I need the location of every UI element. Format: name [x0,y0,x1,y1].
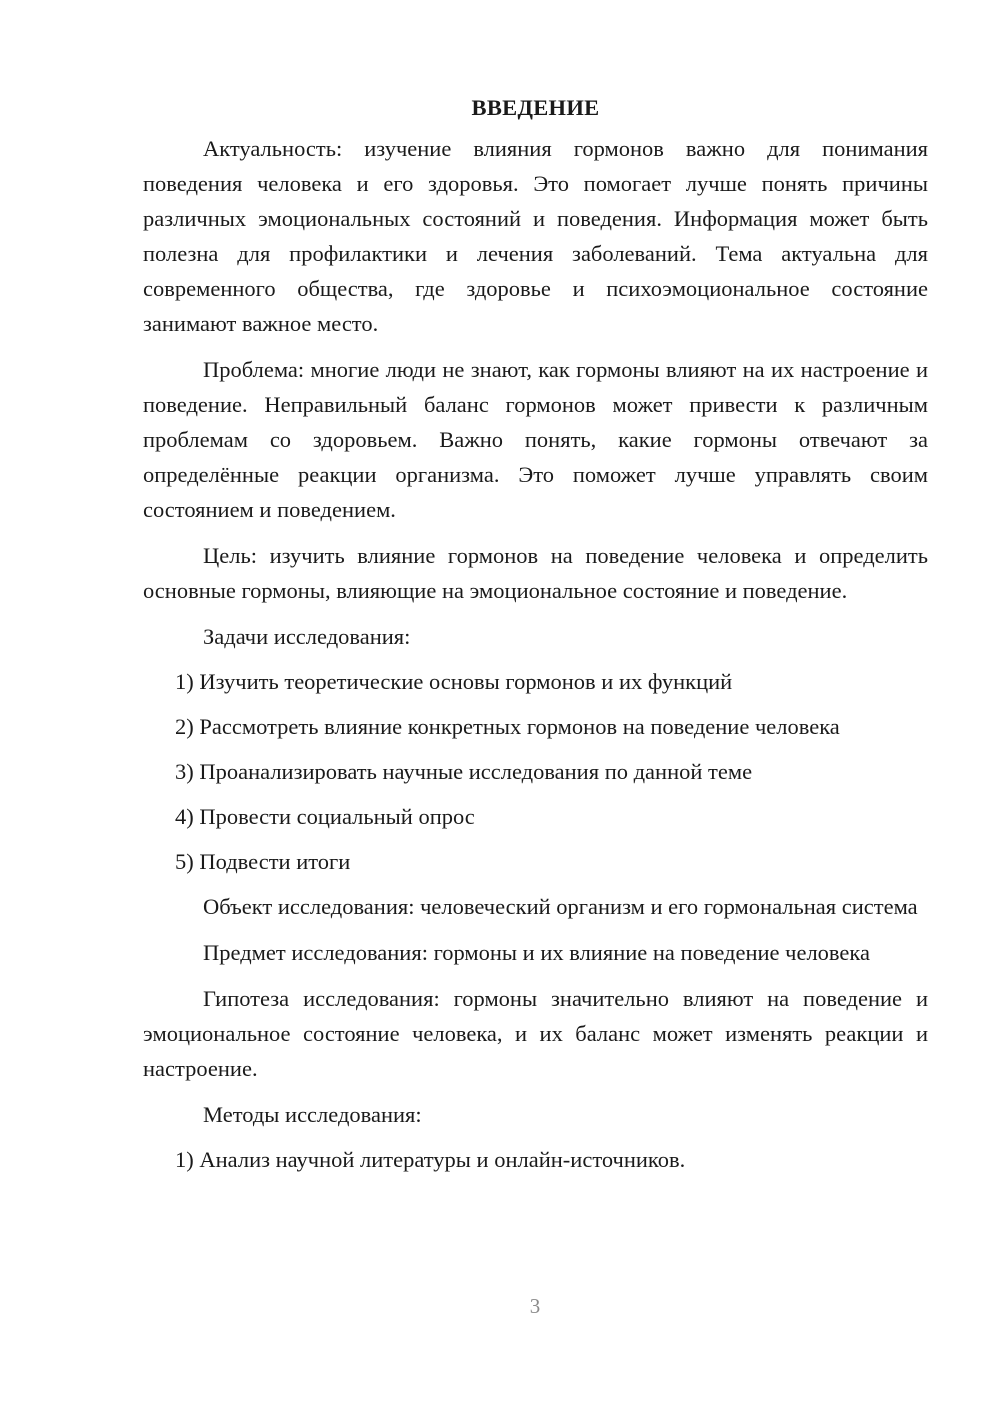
task-item: 5) Подвести итоги [175,849,351,874]
document-page [143,90,928,1187]
hypothesis-paragraph: Гипотеза исследования: гормоны значительно влияют на поведение и эмоциональное состояние человека, и их баланс может изменять реакции и настроение. [143,986,928,1081]
relevance-paragraph: Актуальность: изучение влияния гормонов важно для понимания поведения человека и его здоровья. Это помогает лучше понять причины различных эмоциональных состояний и поведения. Информация может быть полезна для профилактики и лечения заболеваний. Тема актуальна для современного общества, где здоровье и психоэмоциональное состояние занимают важное место. [143,136,928,336]
object-paragraph: Объект исследования: человеческий организм и его гормональная система [203,894,918,919]
page-title: ВВЕДЕНИЕ [471,95,600,120]
goal-paragraph: Цель: изучить влияние гормонов на поведение человека и определить основные гормоны, влияющие на эмоциональное состояние и поведение. [143,543,928,603]
task-item: 2) Рассмотреть влияние конкретных гормонов на поведение человека [175,714,840,739]
tasks-heading: Задачи исследования: [203,624,411,649]
task-item: 1) Изучить теоретические основы гормонов и их функций [175,669,733,694]
subject-paragraph: Предмет исследования: гормоны и их влияние на поведение человека [203,940,870,965]
task-item: 4) Провести социальный опрос [175,804,475,829]
page-number: 3 [529,1294,541,1318]
methods-heading: Методы исследования: [203,1102,422,1127]
task-item: 3) Проанализировать научные исследования по данной теме [175,759,753,784]
method-item: 1) Анализ научной литературы и онлайн-источников. [175,1147,686,1172]
problem-paragraph: Проблема: многие люди не знают, как гормоны влияют на их настроение и поведение. Неправильный баланс гормонов может привести к различным проблемам со здоровьем. Важно понять, какие гормоны отвечают за определённые реакции организма. Это поможет лучше управлять своим состоянием и поведением. [143,357,928,522]
